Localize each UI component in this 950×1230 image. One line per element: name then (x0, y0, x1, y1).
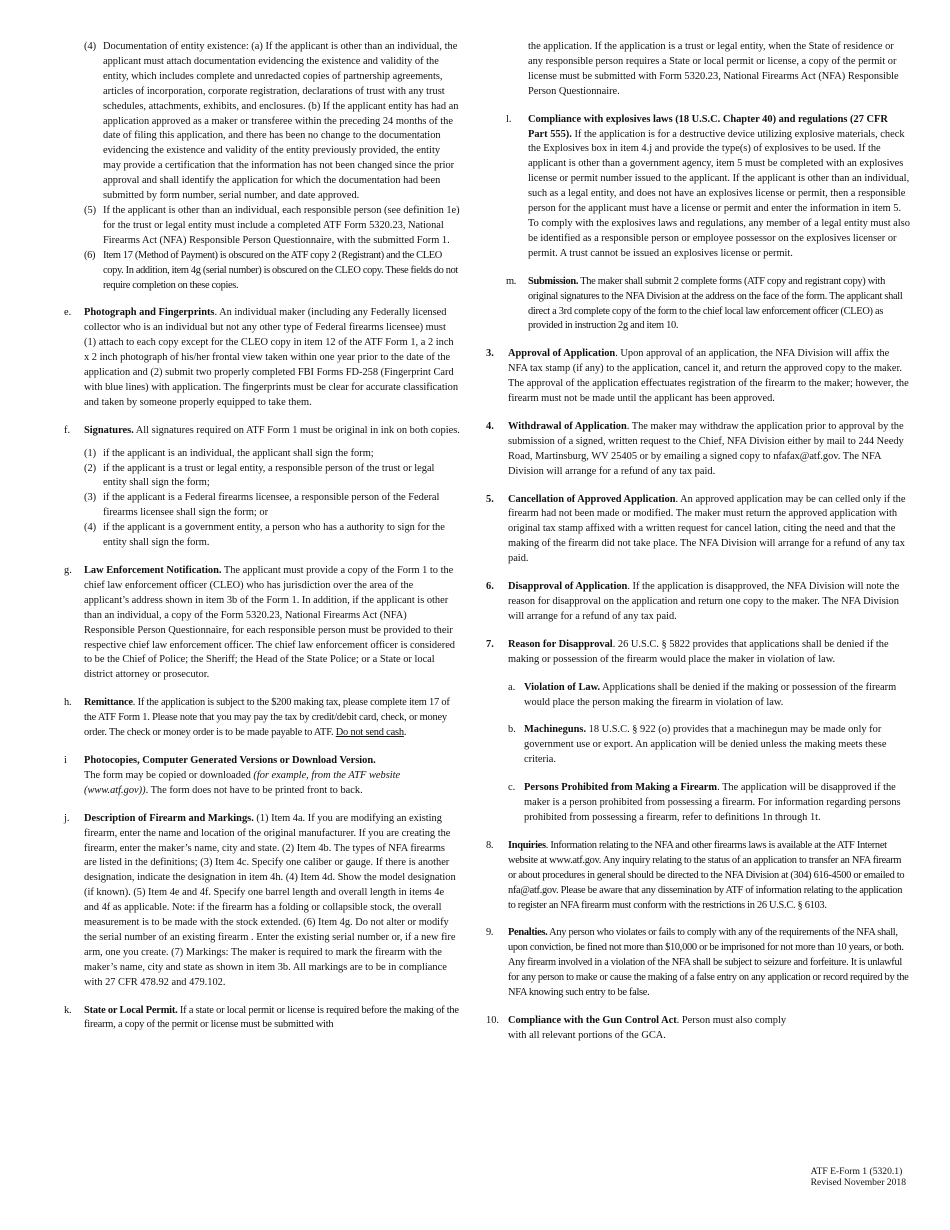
form-footer (811, 1166, 906, 1188)
item-text: Documentation of entity existence: (a) If the applicant is other than an individual, the applicant must attach documentation evidencing the existence and validity of the entity, which includes complete and unredacted copies of partnership agreements, articles of incorporation, corporate registration, declarations of trust with any trust schedules, attachments, exhibits, and enclosures. (b) If the applicant entity has had an application approved as a maker or transferee within the preceding 24 months of the date of filing this application, and there has been no change to the documentation evidencing the existence and validity of the entity previously provided, the entity may provide a certification that the information has not been changed since the prior approval and shall identify the application for which the documentation had been submitted by form number, serial number, and date approved. (103, 41, 459, 202)
section-title: Photograph and Fingerprints (84, 307, 215, 319)
item-text: Item 17 (Method of Payment) is obscured on the ATF copy 2 (Registrant) and the CLEO copy. In addition, item 4g (serial number) is obscured on the CLEO copy. These fields do not require completion on these copies. (103, 249, 458, 291)
section-label: 8. (486, 839, 494, 851)
section-10 (486, 1014, 798, 1044)
section-label: g. (64, 565, 72, 576)
section-text: 18 U.S.C. § 922 (o) provides that a machinegun may be made only for government use or export. An application will be denied unless the making meets these criteria. (524, 724, 887, 766)
section-text: . 26 U.S.C. § 5822 provides that applications shall be denied if the making or possession of the firearm would place the maker in violation of law. (508, 638, 889, 665)
section-label: 6. (486, 581, 494, 593)
section-7 (486, 638, 910, 668)
section-6 (486, 580, 910, 625)
item-label: (3) (84, 492, 97, 504)
section-h (64, 696, 460, 741)
section-title: Withdrawal of Application (508, 420, 627, 432)
section-label: 5. (486, 493, 494, 505)
section-7a (508, 681, 910, 711)
section-underline: Do not send cash (335, 727, 404, 739)
section-l (506, 113, 910, 262)
section-label: l. (506, 113, 512, 125)
item-label: (4) (84, 41, 97, 52)
revision-date: Revised November 2018 (810, 1177, 906, 1188)
section-label: 3. (486, 348, 494, 360)
section-label: k. (64, 1004, 72, 1016)
item-d6 (84, 249, 460, 294)
section-text: . If the application is subject to the $200 making tax, please complete item 17 of the ATF Form 1. Please note that you may pay the tax by credit/debit card, check, or money order. The check or money order is to be made payable to ATF. (84, 697, 450, 739)
section-text: (1) Item 4a. If you are modifying an existing firearm, enter the name and location of the original manufacturer. If you are creating the firearm, enter the maker’s name, city and state. (2) Item 4b. The types of NFA firearms are listed in the definitions; (3) Item 4c. Specify one caliber or gauge. If there is another designation, indicate the designation in item 4h. (4) Item 4d. Show the model designation (if known). (5) Item 4e and 4f. Specify one barrel length and overall length in items 4e and 4f as applicable. Note: if the firearm has a folding or collapsible stock, the overall measurement is to be made with the stock extended. (6) Item 4g. Do not alter or modify the serial number of an existing firearm . Enter the existing serial number or, if a new fire arm, one you create. (7) Markings: The maker is required to mark the firearm with the maker’s name, city and state as shown in item 3b. All markings are to be in compliance with 27 CFR 478.92 and 479.102. (84, 812, 456, 988)
section-label: j. (64, 812, 70, 824)
section-title: Cancellation of Approved Application (508, 493, 676, 505)
section-m (506, 275, 910, 335)
section-title: Submission. (528, 275, 579, 287)
item-label: (1) (84, 447, 97, 459)
section-label: i (64, 754, 67, 766)
section-3 (486, 347, 910, 407)
item-label: (5) (84, 204, 97, 216)
signature-item (84, 521, 460, 551)
section-title: Penalties. (508, 927, 548, 939)
section-text: . An approved application may be can celled only if the firearm had not been made or modified. The maker must return the approved application with original tax stamp affixed with a written request for cancel lation, citing the need and that the making of the firearm did not take place. The NFA Division will arrange for a refund of any tax paid. (508, 493, 906, 565)
section-end: . The form does not have to be printed front to back. (145, 784, 363, 796)
section-label: b. (508, 724, 516, 736)
section-text: . Upon approval of an application, the NFA Division will affix the NFA tax stamp (if any) to the application, cancel it, and return the approved copy to the maker. The approval of the application effectuates registration of the firearm to the maker; however, the firearm must not be made until the applicant has been approved. (508, 348, 909, 405)
section-label: m. (506, 275, 517, 287)
section-k-continued (486, 40, 910, 100)
section-4 (486, 420, 910, 480)
signature-item (84, 447, 460, 462)
item-text: if the applicant is a government entity, a person who has a authority to sign for the entity shall sign the form. (103, 522, 445, 549)
section-e (64, 306, 460, 410)
item-text: if the applicant is an individual, the applicant shall sign the form; (103, 447, 374, 459)
section-italic: (for example, from the ATF website (www.atf.gov)) (84, 769, 401, 796)
item-label: (2) (84, 462, 97, 474)
section-text: The maker shall submit 2 complete forms (ATF copy and registrant copy) with original signatures to the NFA Division at the address on the face of the form. The applicant shall direct a 3rd complete copy of the form to the chief local law enforcement officer (CLEO) as provided in instruction 2g and item 10. (528, 275, 903, 332)
section-title: Disapproval of Application (508, 581, 628, 593)
signature-item (84, 462, 460, 492)
section-text: the application. If the application is a trust or legal entity, when the State of residence or any responsible person requires a State or local permit or license, a copy of the permit or license must be submitted with Form 5320.23, National Firearms Act (NFA) Responsible Person Questionnaire. (528, 41, 899, 97)
section-9 (486, 926, 910, 1001)
section-title: Photocopies, Computer Generated Versions or Download Version. (84, 754, 376, 766)
section-text: The form may be copied or downloaded (84, 769, 254, 781)
section-7c (508, 781, 910, 826)
section-text: . An individual maker (including any Federally licensed collector who is an individual but not any other type of Federal firearms licensee) must (1) attach to each copy except for the CLEO copy in item 12 of the ATF Form 1, a 2 inch x 2 inch photograph of his/her frontal view taken within one year prior to the date of the application and (2) submit two properly completed FBI Forms FD-258 (Fingerprint Card with blue lines) with application. The fingerprints must be clear for accurate classification and taken by someone properly equipped to take them. (84, 307, 459, 408)
item-label: (6) (84, 249, 96, 261)
section-text: Applications shall be denied if the making or possession of the firearm would place the person making the firearm in violation of law. (524, 681, 897, 708)
section-j (64, 812, 460, 991)
item-text: if the applicant is a trust or legal entity, a responsible person of the trust or legal entity shall sign the form; (103, 462, 435, 489)
section-end: . (403, 727, 407, 739)
section-title: Remittance (84, 697, 133, 709)
section-label: 4. (486, 420, 494, 432)
item-text: if the applicant is a Federal firearms licensee, a responsible person of the Federal firearms licensee shall sign the form; or (103, 492, 440, 519)
left-column (64, 40, 460, 1033)
section-7b (508, 723, 910, 768)
section-label: 9. (486, 927, 494, 939)
section-text: . The maker may withdraw the application prior to approval by the submission of a signed, written request to the Chief, NFA Division either by mail to 244 Needy Road, Martinsburg, WV 25405 or by emailing a signed copy to nfafax@atf.gov. The NFA Division will arrange for a refund of any tax paid. (508, 420, 904, 477)
section-label: h. (64, 697, 72, 709)
section-label: c. (508, 782, 516, 794)
section-title: Inquiries (508, 839, 546, 851)
section-title: State or Local Permit. (84, 1004, 178, 1016)
section-5 (486, 493, 910, 568)
section-label: a. (508, 681, 516, 693)
section-label: 10. (486, 1014, 499, 1026)
section-title: Approval of Application (508, 348, 616, 360)
section-label: e. (64, 307, 72, 319)
section-title: Machineguns. (524, 724, 587, 736)
section-text: . Person must also comply with all relevant portions of the GCA. (508, 1014, 787, 1041)
section-i (64, 754, 460, 799)
section-f (64, 424, 460, 439)
section-text: Any person who violates or fails to comply with any of the requirements of the NFA shall, upon conviction, be fined not more than $10,000 or be imprisoned for not more than 10 years, or both. Any firearm involved in a violation of the NFA shall be subject to seizure and forfeiture. It is unlawful for any person to make or cause the making of a false entry on any application or record required by the NFA knowing such entry to be false. (508, 927, 909, 999)
section-text: All signatures required on ATF Form 1 must be original in ink on both copies. (133, 424, 460, 436)
section-title: Violation of Law. (524, 681, 601, 693)
section-text: . If the application is disapproved, the NFA Division will note the reason for disapproval on the application and return one copy to the maker. The NFA Division will arrange for a refund of any tax paid. (508, 581, 900, 622)
section-text: If the application is for a destructive device utilizing explosive materials, check the Explosives box in item 4.j and provide the type(s) of explosives to be used. If the applicant is other than a government agency, item 5 must be completed with an explosives license or permit number issued to the applicant. If the applicant is other than an individual, such as a legal entity, and does not have an explosives license or permit, then a responsible person for the applicant must have a license or permit and enter the information in item 5. To comply with the explosives laws and regulations, any member of a legal entity must also be identified as a responsible person or employee possessor on the explosives licenser or permit. A trust cannot be issued an explosives license or permit. (528, 128, 910, 259)
item-d5 (84, 204, 460, 249)
section-title: Persons Prohibited from Making a Firearm (524, 782, 718, 794)
section-title: Law Enforcement Notification. (84, 565, 222, 576)
section-text: If a state or local permit or license is required before the making of the firearm, a copy of the permit or license must be submitted with (84, 1004, 459, 1031)
signature-item (84, 491, 460, 521)
section-text: . The application will be disapproved if the maker is a person prohibited from possessing a firearm. For information regarding persons prohibited from possessing a firearm, refer to definitions 1n through 1t. (524, 782, 901, 823)
section-title: Signatures. (84, 424, 134, 436)
section-text: . Information relating to the NFA and other firearms laws is available at the ATF Internet website at www.atf.gov. Any inquiry relating to the status of an application to transfer an NFA firearm or about procedures in general should be directed to the NFA Division at (304) 616-4500 or emailed to nfa@atf.gov. Please be aware that any dissemination by ATF of information relating to the application to register an NFA firearm must conform with the restrictions in 26 U.S.C. § 6103. (508, 839, 905, 911)
section-text: The applicant must provide a copy of the Form 1 to the chief law enforcement officer (CLEO) who has jurisdiction over the area of the applicant’s address shown in item 3b of the Form 1. In addition, if the applicant is other than an individual, a copy of the Form 5320.23, National Firearms Act (NFA) Responsible Person Questionnaire, for each responsible person must be provided to their respective chief law enforcement officer. The chief law enforcement officer is considered to be the Chief of Police; the Sheriff; the Head of the State Police; or a State or local district attorney or prosecutor. (84, 565, 455, 681)
section-g (64, 564, 460, 683)
section-label: 7. (486, 638, 494, 650)
item-text: If the applicant is other than an individual, each responsible person (see definition 1e) for the trust or legal entity must include a completed ATF Form 5320.23, National Firearms Act (NFA) Responsible Person Questionnaire, with the submitted Form 1. (103, 204, 460, 246)
section-title: Compliance with explosives laws (18 U.S.C. Chapter 40) and regulations (27 CFR Part 555). (528, 113, 888, 140)
item-label: (4) (84, 522, 97, 534)
form-number: ATF E-Form 1 (5320.1) (810, 1166, 903, 1177)
section-title: Compliance with the Gun Control Act (508, 1014, 677, 1026)
section-label: f. (64, 424, 71, 436)
section-title: Description of Firearm and Markings. (84, 812, 254, 824)
section-8 (486, 839, 910, 914)
section-title: Reason for Disapproval (508, 638, 613, 650)
item-d4 (84, 40, 460, 204)
right-column (486, 40, 910, 1044)
section-k (64, 1004, 460, 1034)
